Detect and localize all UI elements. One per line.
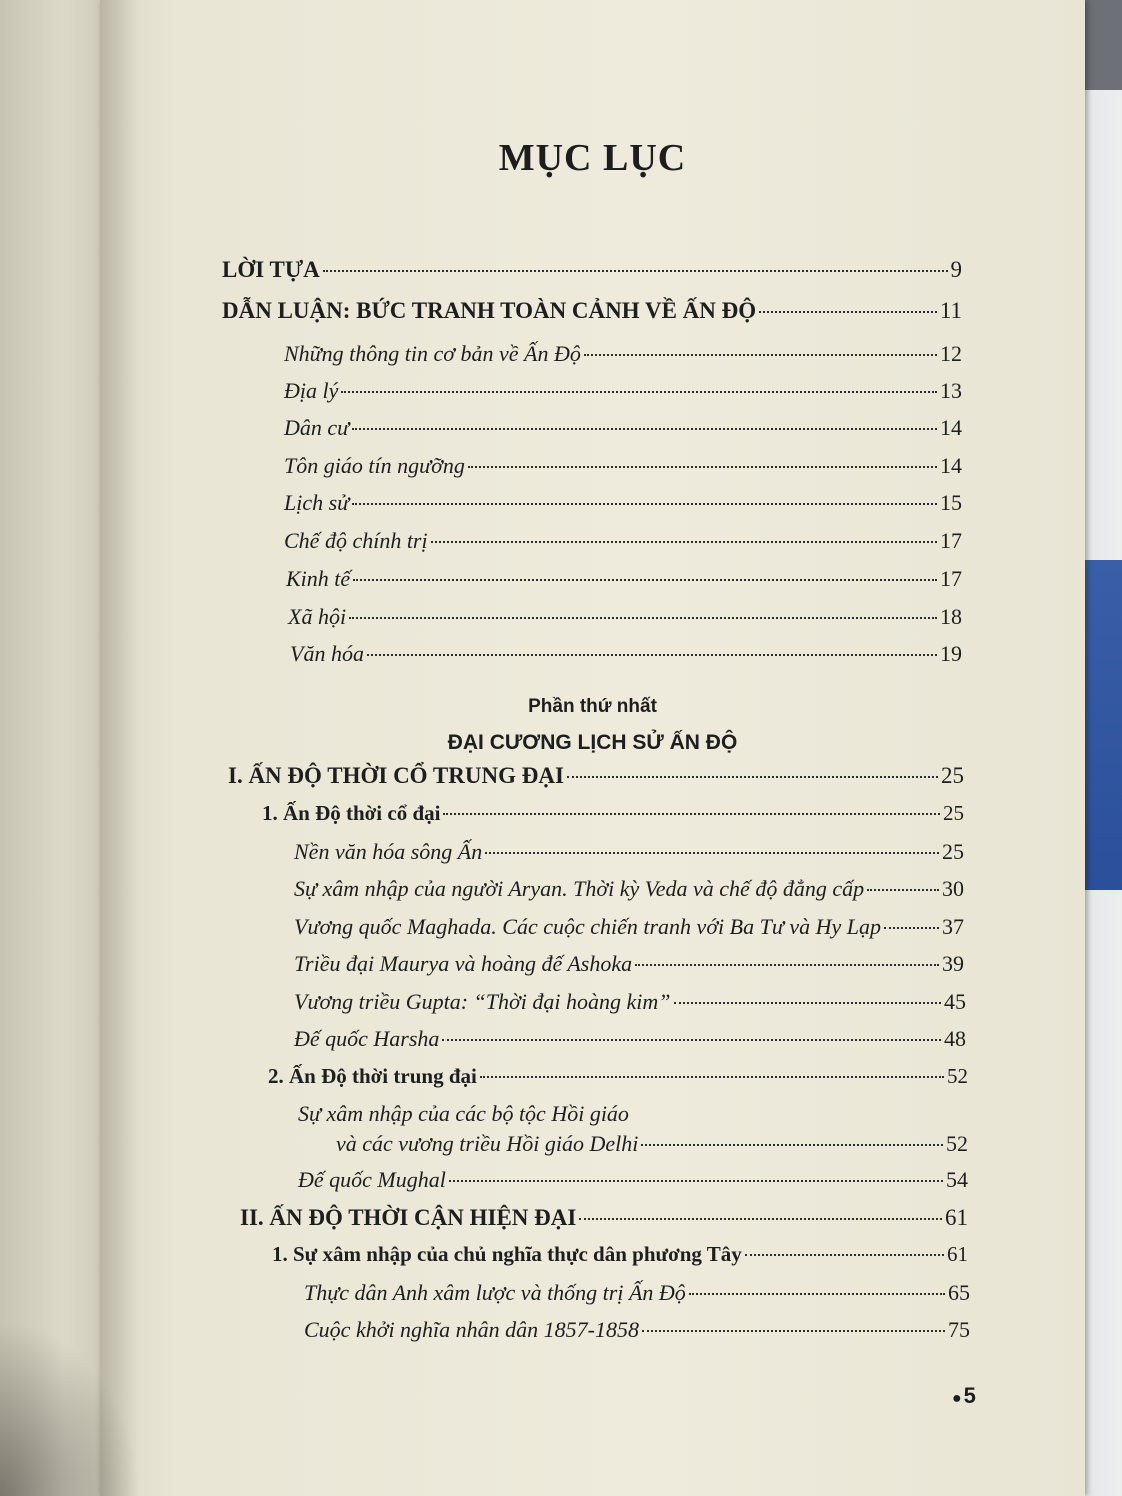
toc-entry [294,989,966,1015]
toc-entry-page: 15 [940,490,962,515]
dot-leader [884,927,939,929]
page-number-value: 5 [963,1383,976,1408]
toc-entry-page: 52 [947,1064,968,1088]
toc-entry-label: Văn hóa [290,641,364,666]
dot-leader [468,466,937,468]
dot-leader [367,654,937,656]
toc-entry-page: 54 [946,1167,968,1192]
toc-entry-label: Sự xâm nhập của các bộ tộc Hồi giáo [298,1101,629,1126]
toc-entry-page: 25 [943,801,964,825]
toc-entry-page: 37 [942,914,964,939]
dot-leader [443,813,940,815]
dot-leader [567,776,938,778]
part-title: ĐẠI CƯƠNG LỊCH SỬ ẤN ĐỘ [447,731,738,754]
toc-entry [240,1205,968,1231]
dot-leader [635,964,939,966]
toc-entry [284,378,962,404]
toc-entry [284,528,962,554]
toc-entry [294,1026,966,1052]
dot-leader [485,852,939,854]
dot-leader [480,1076,944,1078]
toc-entry [284,341,962,367]
toc-entry [222,257,962,283]
dot-leader [867,889,939,891]
toc-entry-page: 39 [942,951,964,976]
dot-leader [584,354,937,356]
toc-entry [304,1317,970,1343]
toc-entry-label: và các vương triều Hồi giáo Delhi [336,1131,639,1156]
dot-leader [431,541,937,543]
toc-entry [262,801,964,826]
toc-entry [284,453,962,479]
toc-entry-page: 19 [940,641,962,666]
toc-entry [294,914,964,940]
dot-leader [449,1180,943,1182]
toc-entry-page: 30 [942,876,964,901]
toc-entry-page: 17 [940,528,962,553]
toc-entry-label: II. ẤN ĐỘ THỜI CẬN HIỆN ĐẠI [240,1205,577,1230]
page-number [952,1383,976,1409]
dot-leader [341,391,937,393]
toc-entry-label: Kinh tế [286,566,351,591]
toc-entry [286,566,962,592]
toc-entry-label: Vương quốc Maghada. Các cuộc chiến tranh với Ba Tư và Hy Lạp [294,914,881,939]
toc-entry [268,1064,968,1089]
toc-entry-page: 52 [946,1131,968,1156]
toc-entry-label: I. ẤN ĐỘ THỜI CỔ TRUNG ĐẠI [228,763,564,788]
dot-leader [323,270,948,272]
toc-entry-label: 1. Ấn Độ thời cổ đại [262,801,441,825]
toc-entry [284,415,962,441]
toc-entry-page: 61 [947,1242,968,1266]
dot-leader [759,311,937,313]
toc-entry-label: Xã hội [288,604,347,629]
toc-entry [284,490,962,516]
dot-leader [689,1293,945,1295]
toc-entry-label: Những thông tin cơ bản về Ấn Độ [284,341,581,366]
toc-entry-page: 14 [940,453,962,478]
toc-entry-page: 14 [940,415,962,440]
toc-entry-label: DẪN LUẬN: BỨC TRANH TOÀN CẢNH VỀ ẤN ĐỘ [222,298,757,323]
toc-entry-page: 45 [944,989,966,1014]
toc-entry [304,1280,970,1306]
toc-entry-page: 12 [940,341,962,366]
dot-leader [674,1002,942,1004]
dot-leader [442,1039,941,1041]
dot-leader [641,1144,943,1146]
toc-entry-label: Vương triều Gupta: “Thời đại hoàng kim” [294,989,671,1014]
dot-leader [353,579,937,581]
toc-entry-page: 48 [944,1026,966,1051]
toc-entry-label: LỜI TỰA [222,257,320,282]
facing-page [0,0,115,1496]
toc-entry-label: Sự xâm nhập của người Aryan. Thời kỳ Veda và chế độ đẳng cấp [294,876,865,901]
toc-entry [290,641,962,667]
toc-entry-page: 18 [940,604,962,629]
dot-leader [579,1218,942,1220]
part-label: Phần thứ nhất [528,696,657,717]
page-title: MỤC LỤC [498,137,687,179]
toc-entry [228,763,964,789]
toc-entry-page: 9 [950,257,962,282]
toc-entry [294,839,964,865]
toc-entry-label: Địa lý [284,378,339,403]
dot-leader [349,617,937,619]
toc-entry-page: 25 [941,763,964,788]
bullet-icon: ● [952,1390,962,1407]
toc-entry [298,1167,968,1193]
toc-entry-label: Đế quốc Harsha [294,1026,440,1051]
toc-entry [272,1242,968,1267]
toc-entry-page: 61 [945,1205,968,1230]
toc-entry-label: Nền văn hóa sông Ấn [294,839,483,864]
toc-entry-label: Thực dân Anh xâm lược và thống trị Ấn Độ [304,1280,686,1305]
toc-entry-label: Lịch sử [284,490,350,515]
corner-shadow [0,1320,140,1496]
toc-entry [294,951,964,977]
toc-entry-page: 17 [940,566,962,591]
dot-leader [352,428,937,430]
dot-leader [642,1330,945,1332]
toc-entry-page: 13 [940,378,962,403]
toc-entry-page: 75 [948,1317,970,1342]
toc-entry-label: Triều đại Maurya và hoàng đế Ashoka [294,951,633,976]
toc-entry-label: Đế quốc Mughal [298,1167,446,1192]
toc-entry-label: 1. Sự xâm nhập của chủ nghĩa thực dân phương Tây [272,1242,742,1266]
toc-entry-page: 65 [948,1280,970,1305]
toc-entry-label: Cuộc khởi nghĩa nhân dân 1857-1858 [304,1317,639,1342]
toc-entry-label: Chế độ chính trị [284,528,428,553]
toc-entry [294,876,964,902]
toc-entry-label: Dân cư [284,415,350,440]
toc-entry [336,1131,968,1157]
toc-entry-page: 11 [939,298,962,323]
toc-entry [222,298,962,324]
toc-entry-page: 25 [942,839,964,864]
toc-entry [288,604,962,630]
toc-entry-label: Tôn giáo tín ngưỡng [284,453,465,478]
dot-leader [745,1254,944,1256]
toc-entry-label: 2. Ấn Độ thời trung đại [268,1064,477,1088]
dot-leader [352,503,937,505]
